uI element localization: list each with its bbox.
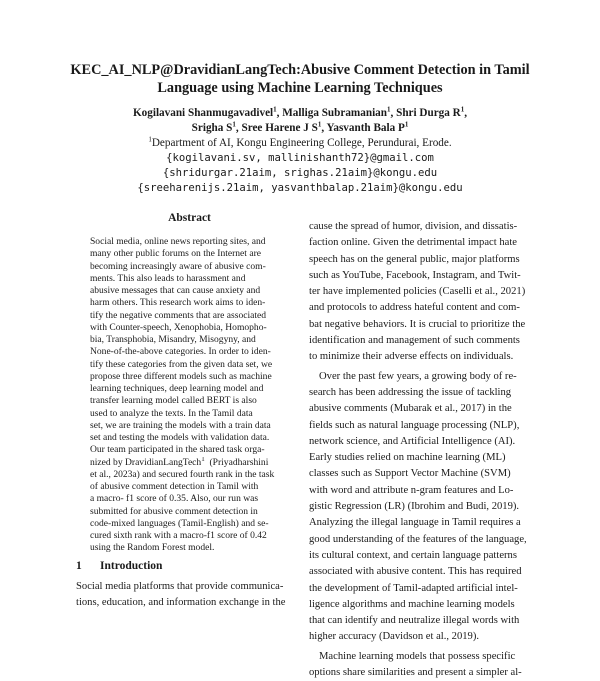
abstract-line: used to analyze the texts. In the Tamil data: [90, 407, 253, 419]
abstract-line: transfer learning model called BERT is also: [90, 395, 257, 407]
author-separator: ,: [235, 122, 242, 134]
body-line: tions, education, and information exchange in the: [76, 597, 286, 608]
body-line: faction online. Given the detrimental impact hate: [309, 237, 517, 249]
abstract-line: of abusive comment detection in Tamil with: [90, 481, 259, 492]
email-line: {sreeharenijs.21aim, yasvanthbalap.21aim}@kongu.edu: [137, 182, 463, 194]
section-title: Introduction: [100, 560, 163, 572]
abstract-line: harm others. This research work aims to iden-: [90, 297, 266, 309]
paragraph: [309, 649, 535, 681]
abstract-line: using the Random Forest model.: [90, 542, 215, 554]
author-separator: ,: [464, 107, 468, 119]
abstract-line: ments. This also leads to harassment and: [90, 272, 246, 284]
body-line: the development of Tamil-adapted artificial intel-: [309, 582, 518, 594]
author-separator: ,: [390, 107, 397, 119]
body-line: with word and attribute n-gram features and Lo-: [309, 484, 514, 496]
abstract-line: propose three different models such as machine: [90, 370, 272, 382]
abstract-line: a macro- f1 score of 0.35. Also, our run was: [90, 493, 259, 505]
author-name: Yasvanth Bala P: [326, 122, 405, 134]
abstract-line: bia, Transphobia, Misandry, Misogyny, and: [90, 334, 256, 345]
abstract-line: tify these categories from the given data set, we: [90, 358, 273, 370]
abstract-line: with Counter-speech, Xenophobia, Homopho-: [90, 321, 267, 333]
author-name: Srigha S: [191, 122, 233, 134]
section-number: 1: [76, 560, 82, 572]
author-line: [40, 106, 560, 121]
body-line: Machine learning models that possess specific: [319, 650, 516, 662]
abstract-line: None-of-the-above categories. In order to iden-: [90, 346, 271, 358]
abstract-body: [76, 236, 291, 555]
body-line: its cultural context, and certain language patterns: [309, 549, 517, 561]
author-line: [40, 121, 560, 136]
body-line: higher accuracy (Davidson et al., 2019).: [309, 631, 480, 643]
affiliation-sup: 1: [148, 135, 152, 144]
abstract-line-part: (Priyadharshini: [209, 456, 269, 468]
abstract-line-with-footnote: [90, 457, 291, 469]
affiliation-text: Department of AI, Kongu Engineering College, Perundurai, Erode.: [151, 137, 452, 149]
body-line: identification and management of such comments: [309, 335, 520, 347]
body-line: ligence algorithms and machine learning models: [309, 598, 515, 610]
body-line: such as YouTube, Facebook, Instagram, and Twit-: [309, 269, 521, 281]
body-line: abusive comments (Mubarak et al., 2017) in the: [309, 403, 512, 415]
body-line: search has been addressing the issue of tackling: [309, 386, 512, 398]
left-column: [76, 212, 291, 555]
title-line: Language using Machine Learning Techniques: [157, 79, 443, 96]
abstract-line: many other public forums on the Internet are: [90, 248, 261, 260]
abstract-line: set, we are training the models with a train data: [90, 419, 271, 431]
body-line: speech has on the general public, major platforms: [309, 253, 520, 265]
author-sup: 1: [404, 120, 409, 129]
author-name: Kogilavani Shanmugavadivel: [132, 107, 274, 119]
abstract-line: Our team participated in the shared task orga-: [90, 444, 265, 456]
body-line: that can identify and neutralize illegal words with: [309, 615, 520, 627]
author-sup: 1: [317, 120, 322, 129]
body-line: cause the spread of humor, division, and dissatis-: [309, 221, 518, 232]
author-block: [40, 106, 560, 196]
author-name: Malliga Subramanian: [282, 107, 387, 119]
paragraph: [309, 219, 535, 366]
abstract-line: tify the negative comments that are associated: [90, 309, 267, 321]
paragraph: [309, 369, 535, 646]
affiliation: [40, 136, 560, 151]
author-sup: 1: [232, 120, 236, 129]
abstract-line-part: nized by DravidianLangTech: [90, 456, 202, 468]
email-line: {kogilavani.sv, mallinishanth72}@gmail.com: [166, 152, 434, 164]
right-column: [309, 219, 535, 681]
body-line: good understanding of the features of the language,: [309, 533, 527, 545]
author-separator: ,: [321, 122, 327, 134]
body-line: classes such as Support Vector Machine (SVM): [309, 468, 511, 480]
abstract-line: et al., 2023a) and secured fourth rank in the task: [90, 468, 275, 480]
body-line: network science, and Artificial Intelligence (AI).: [309, 435, 516, 447]
body-line: Social media platforms that provide communica-: [76, 581, 284, 592]
abstract-line: set and testing the models with validation data.: [90, 432, 270, 443]
body-line: ter have implemented policies (Caselli et al., 2021): [309, 286, 526, 298]
introduction-body: [76, 579, 296, 611]
body-line: Over the past few years, a growing body of re-: [319, 370, 517, 382]
author-sup: 1: [273, 105, 277, 114]
body-line: options share similarities and present a simpler al-: [309, 667, 522, 679]
author-sup: 1: [387, 105, 391, 114]
abstract-line: Social media, online news reporting sites, and: [90, 236, 266, 247]
abstract-heading: Abstract: [168, 212, 211, 224]
body-line: Analyzing the illegal language in Tamil requires a: [309, 517, 521, 529]
abstract-line: cured sixth rank with a macro-f1 score of 0.42: [90, 530, 267, 541]
abstract-line: abusive messages that can cause anxiety and: [90, 285, 261, 296]
body-line: associated with abusive content. This has required: [309, 566, 522, 578]
abstract-line: learning techniques, deep learning model and: [90, 383, 264, 394]
body-line: and protocols to address hateful content and com-: [309, 302, 520, 314]
footnote-marker: 1: [201, 456, 205, 463]
body-line: gistic Regression (LR) (Ibrohim and Budi, 2019).: [309, 501, 520, 513]
body-line: Early studies relied on machine learning (ML): [309, 452, 506, 464]
author-name: Shri Durga R: [396, 107, 461, 119]
body-line: to minimize their adverse effects on individuals.: [309, 351, 514, 363]
body-line: bat negative behaviors. It is crucial to prioritize the: [309, 318, 526, 330]
abstract-line: becoming increasingly aware of abusive com-: [90, 260, 266, 272]
abstract-line: code-mixed languages (Tamil-English) and se-: [90, 517, 269, 529]
paper-title: [40, 62, 560, 97]
section-heading-introduction: [76, 560, 162, 572]
author-name: Sree Harene J S: [241, 122, 318, 134]
author-sup: 1: [460, 105, 465, 114]
abstract-line: submitted for abusive comment detection in: [90, 505, 258, 517]
body-line: fields such as natural language processing (NLP),: [309, 419, 520, 431]
title-line: KEC_AI_NLP@DravidianLangTech:Abusive Comment Detection in Tamil: [70, 62, 530, 78]
email-line: {shridurgar.21aim, srighas.21aim}@kongu.edu: [162, 167, 438, 179]
author-separator: ,: [276, 107, 283, 119]
